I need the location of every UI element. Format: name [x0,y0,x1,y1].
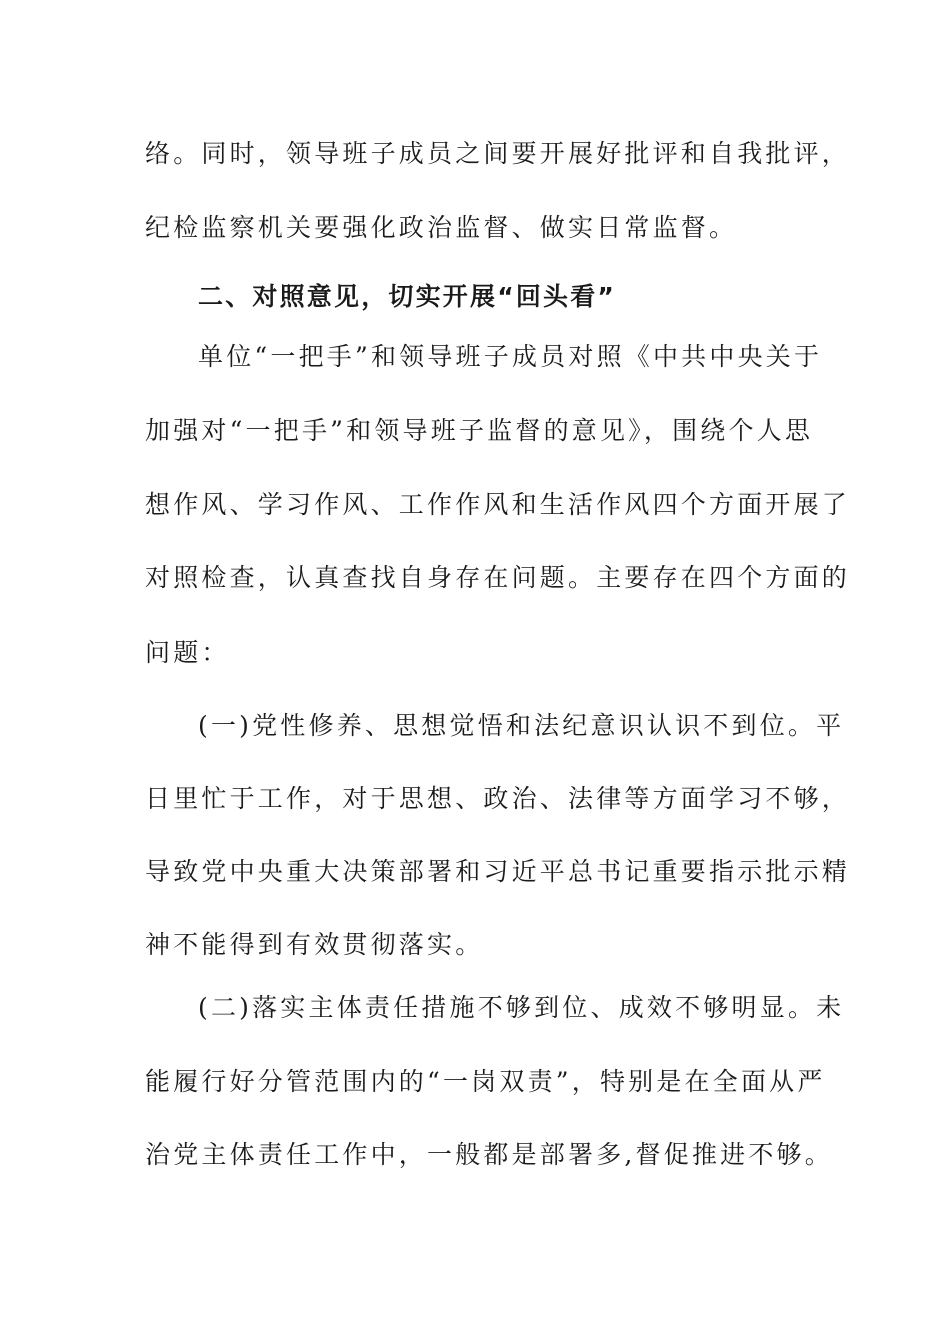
paragraph-line: 导致党中央重大决策部署和习近平总书记重要指示批示精 [145,857,851,886]
section-heading: 二、对照意见，切实开展“回头看” [198,282,617,311]
paragraph-line: 问题： [145,638,230,667]
paragraph-line: 神不能得到有效贯彻落实。 [145,930,484,959]
paragraph-line: 单位“一把手”和领导班子成员对照《中共中央关于 [198,342,823,371]
paragraph-line: 治党主体责任工作中，一般都是部署多,督促推进不够。 [145,1140,833,1169]
paragraph-line: (一)党性修养、思想觉悟和法纪意识认识不到位。平 [198,711,845,740]
paragraph-line: 日里忙于工作，对于思想、政治、法律等方面学习不够， [145,784,851,813]
paragraph-line: 加强对“一把手”和领导班子监督的意见》，围绕个人思 [145,416,814,445]
paragraph-line: (二)落实主体责任措施不够到位、成效不够明显。未 [198,993,845,1022]
paragraph-line: 能履行好分管范围内的“一岗双责”，特别是在全面从严 [145,1067,826,1096]
paragraph-line: 纪检监察机关要强化政治监督、做实日常监督。 [145,213,738,242]
paragraph-line: 想作风、学习作风、工作作风和生活作风四个方面开展了 [145,490,851,519]
paragraph-line: 络。同时，领导班子成员之间要开展好批评和自我批评， [145,139,851,168]
paragraph-line: 对照检查，认真查找自身存在问题。主要存在四个方面的 [145,563,851,592]
